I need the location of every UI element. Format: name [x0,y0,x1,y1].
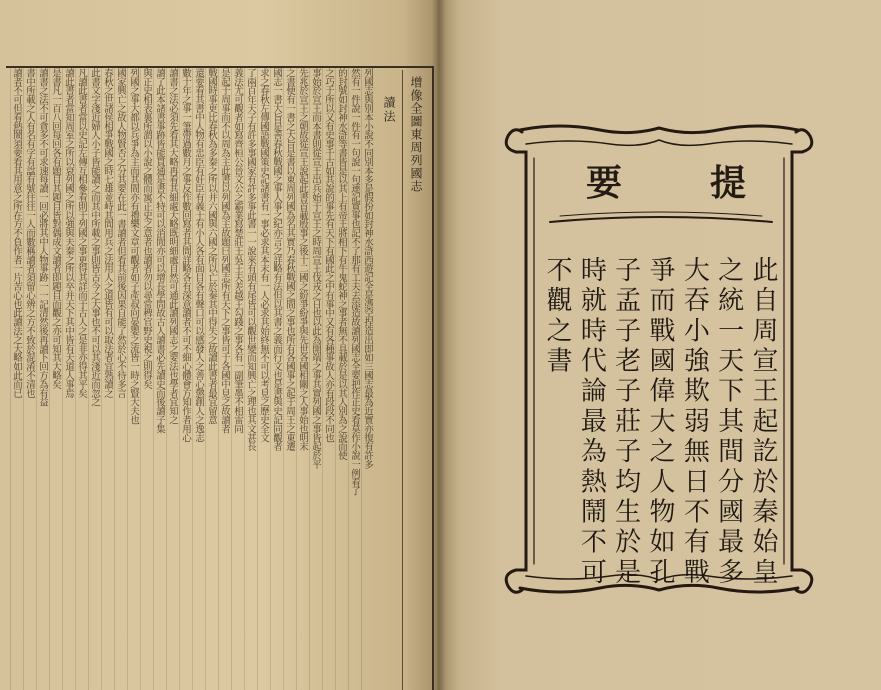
text-column: 列國之事大都以兵爭為主而其間亦有禮樂文章可觀者如子產叔向晏嬰之流皆一時之賢大夫也 [127,68,140,690]
text-column: 讀書之法不可貪多不可求速每讀一回必將其中人物事跡一一記清然後再讀下回方為有益 [36,68,49,690]
text-column: 數十年之事一筆帶過數月之事反作數回寫者其間詳略各有深意讀者不可不細心體會方知作者用心 [179,68,192,690]
text-column: 讀了此本諸書事跡皆能貫通是書不特可以消閒亦可以增長學問故古人讀書必先讀史而後讀子集 [153,68,166,690]
text-column: 國家興亡之故人物賢否之分其要在此一書讀者但看其前後因果自能了然於心不待多言 [114,68,127,690]
text-column: 國志一書大旨是善春秋戰國之事人事之紀亦言之詳略有法但以其書之義而行文也是書與史記同觀者 [270,68,283,690]
summary-column: 大吞小強欺弱無日不有戰 [679,256,710,589]
text-column: 事始於宣王而本書則從宣王出兵始于宣王之時周宣王伐戎之日也以此為開端之事其實列國之事皆起於平 [309,68,322,690]
summary-column: 之統一天下其間分國最多 [713,256,744,589]
summary-column: 此自周宣王起訖於秦始皇 [747,256,778,589]
text-column: 讀此書者當知周室之所以衰列國之所以強與夫秦之所以卒并天下其中皆有天道人事焉 [62,68,75,690]
section-title: 讀法 [382,96,396,124]
body-text [10,68,374,690]
text-column: 是起于周事而不以周為主此書以列國為主故題曰列國志所有天下之事皆可于各國中見之故讀者 [218,68,231,690]
text-column: 春秋之世諸侯相爭戰國之時七雄並峙其間用兵之法用人之道皆有可以取法者宜熟讀之 [101,68,114,690]
text-column: 了兩百年天子有許多事國家有許多事此書一一說來有頭有尾皆可以觀世變而知興亡之理也其文甚長 [244,68,257,690]
text-column: 與正史相表裏所謂以小說之體而寓正史之意者也讀者勿以尋常稗官野史視之則得矣 [140,68,153,690]
text-column: 之巧于所以又有史事千古如其說的事先有天下有國此之中有事中又有各種事故人亦有段段不同也 [322,68,335,690]
text-column: 還要看其書中人物有忠臣有奸臣有義士有小人各有面目各有聲口可以感發人之善心懲創人之逸志 [192,68,205,690]
summary-heading [586,155,746,206]
text-column: 然有一件說一件有一句說一句連記實事也記不了那有工夫去添造故讀列國志全要把作正史看莫作小說一例看了 [348,68,361,690]
text-column: 列國志與別本小說不同別本多是假扮如封神水滸西遊記全是憑空捏造出即如三國志最為近實亦復有許多 [361,68,374,690]
text-column: 求之春秋左傳國語戰國策史記諸書有一事必求其本末有一人必求其始終無不可以考見之歷史全文 [257,68,270,690]
text-column: 義法尤可觀者如寫齊桓公晉文公之霸業寫楚莊王吳王夫差越王勾踐之事各有一副筆墨不相雷同 [231,68,244,690]
book-gutter [432,0,446,690]
heading-char: 提 [709,162,746,204]
text-column: 凡讀此書者當以史記左傳互相參看則于列國之事更得其詳而于古人之是非亦得其平矣 [75,68,88,690]
text-column: 先兆於宣王之朝故從宣王說起此書首載殷事之後十二國之紛爭紛爭與先世各國相關之人事始也明末 [296,68,309,690]
book-title: 增像全圖東周列國志 [409,76,423,193]
text-column: 此書文字淺近婦人小子皆能讀之而其中所載之事則皆古今之大事也不可以其淺近而忽之 [88,68,101,690]
summary-column: 不觀之書 [542,256,572,377]
text-column: 讀書之法必須先看其大略再看其細處大略既明細處自然可通此讀列國志之要法也學者宜知之 [166,68,179,690]
summary-text [540,256,780,589]
left-page [0,0,438,690]
text-column: 戰國時事更比春秋為多秦之所以并六國與六國之所以亡於秦其中得失之故讀此書者最宜留意 [205,68,218,690]
text-column: 之書便有一書之大旨是書以東周列國為名其實乃春秋戰國之間之事也所有各國事之起于周王之東遷 [283,68,296,690]
summary-column: 時就時代論最為熱鬧不可 [576,256,607,589]
text-column: 是書凡一百八回每回各有題目其題目皆對偶成文讀者即題目而觀之亦可知其大略矣 [49,68,62,690]
text-column: 的封號如封神水滸等書皆是以其上有帝王將相下有牛鬼蛇神之事者無不具載於是以其人別為之說而使 [335,68,348,690]
text-column: 書中所載之人有名有字有諡有號往往一人而數稱讀者須留心辨之方不致於混淆不清也 [23,68,36,690]
heading-char: 要 [586,162,623,204]
summary-column: 子孟子老子莊子均生於是 [610,256,641,589]
summary-column: 爭而戰國偉大之人物如孔 [644,256,675,589]
text-column: 讀者不可但看熱鬧須要看其用意之所在方不負作者一片苦心也此讀法之大略如此而已 [10,68,23,690]
